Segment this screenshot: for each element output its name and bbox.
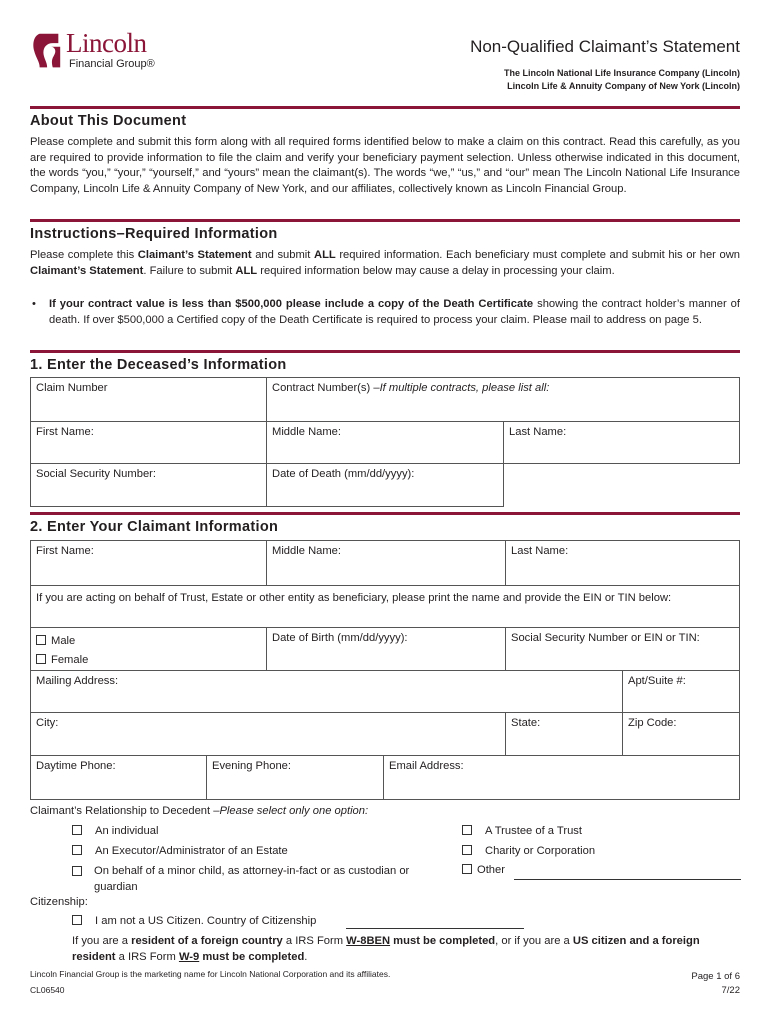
instructions-heading: Instructions–Required Information bbox=[30, 226, 278, 242]
city-field[interactable]: City: bbox=[31, 713, 506, 756]
section1-heading: 1. Enter the Deceased’s Information bbox=[30, 357, 287, 373]
form-code: CL06540 bbox=[30, 985, 65, 995]
zip-code-field[interactable]: Zip Code: bbox=[623, 713, 740, 756]
option-executor[interactable]: An Executor/Administrator of an Estate bbox=[72, 845, 288, 857]
document-title: Non-Qualified Claimant’s Statement bbox=[470, 37, 740, 56]
section2-heading: 2. Enter Your Claimant Information bbox=[30, 519, 279, 535]
company-line-2: Lincoln Life & Annuity Company of New York (Lincoln) bbox=[507, 81, 740, 91]
date-of-death-field[interactable]: Date of Death (mm/dd/yyyy): bbox=[267, 464, 504, 507]
about-heading: About This Document bbox=[30, 113, 187, 129]
deceased-middle-name-field[interactable]: Middle Name: bbox=[267, 422, 504, 464]
page-number: Page 1 of 6 bbox=[691, 971, 740, 982]
footer-marketing: Lincoln Financial Group is the marketing name for Lincoln National Corporation and its affiliates. bbox=[30, 969, 391, 979]
ssn-ein-tin-field[interactable]: Social Security Number or EIN or TIN: bbox=[506, 628, 740, 671]
bullet-mark: • bbox=[32, 298, 36, 310]
trust-entity-field[interactable]: If you are acting on behalf of Trust, Estate or other entity as beneficiary, please print the name and provide the EIN or TIN below: bbox=[31, 586, 740, 628]
section-divider bbox=[30, 512, 740, 515]
option-other[interactable]: Other bbox=[462, 864, 505, 876]
other-line[interactable] bbox=[514, 879, 741, 880]
executor-checkbox[interactable] bbox=[72, 845, 82, 855]
relationship-label: Claimant’s Relationship to Decedent –Please select only one option: bbox=[30, 805, 369, 817]
about-text: Please complete and submit this form along with all required forms identified below to make a claim on this contract. Read this carefully, as you are required to provide information to file the claim and verify your beneficiary payment selection. Unless otherwise indicated in this document, the words “you,” “your,” “yourself,” and “yours” mean the claimant(s). The words “we,” “us,” and “our” mean The Lincoln National Life Insurance Company, Lincoln Life & Annuity Company of New York, and our affiliates, collectively known as Lincoln Financial Group. bbox=[30, 136, 740, 195]
revision-date: 7/22 bbox=[721, 985, 740, 996]
other-checkbox[interactable] bbox=[462, 864, 472, 874]
claimant-middle-name-field[interactable]: Middle Name: bbox=[267, 541, 506, 586]
deceased-first-name-field[interactable]: First Name: bbox=[31, 422, 267, 464]
deceased-info-table bbox=[30, 377, 740, 507]
tax-form-instructions: If you are a resident of a foreign country a IRS Form W-8BEN must be completed, or if you are a US citizen and a foreign resident a IRS Form W-9 must be completed. bbox=[72, 935, 700, 963]
section-divider bbox=[30, 219, 740, 222]
female-checkbox[interactable] bbox=[36, 654, 46, 664]
country-of-citizenship-line[interactable] bbox=[346, 928, 524, 929]
phone-email-table bbox=[30, 755, 740, 800]
claimant-info-table bbox=[30, 540, 740, 756]
option-individual[interactable]: An individual bbox=[72, 825, 158, 837]
citizenship-label: Citizenship: bbox=[30, 896, 88, 908]
option-charity[interactable]: Charity or Corporation bbox=[462, 845, 595, 857]
email-address-field[interactable]: Email Address: bbox=[384, 756, 740, 800]
minor-checkbox[interactable] bbox=[72, 866, 82, 876]
claim-number-field[interactable]: Claim Number bbox=[31, 378, 267, 422]
not-us-citizen-checkbox[interactable] bbox=[72, 915, 82, 925]
gender-field bbox=[31, 628, 267, 671]
daytime-phone-field[interactable]: Daytime Phone: bbox=[31, 756, 207, 800]
section-divider bbox=[30, 350, 740, 353]
mailing-address-field[interactable]: Mailing Address: bbox=[31, 671, 623, 713]
apt-suite-field[interactable]: Apt/Suite #: bbox=[623, 671, 740, 713]
male-checkbox[interactable] bbox=[36, 635, 46, 645]
deceased-ssn-field[interactable]: Social Security Number: bbox=[31, 464, 267, 507]
individual-checkbox[interactable] bbox=[72, 825, 82, 835]
male-option[interactable]: Male bbox=[36, 632, 261, 651]
state-field[interactable]: State: bbox=[506, 713, 623, 756]
contract-numbers-field[interactable]: Contract Number(s) –If multiple contracts, please list all: bbox=[267, 378, 740, 422]
not-us-citizen-option[interactable]: I am not a US Citizen. Country of Citizenship bbox=[72, 915, 316, 927]
death-certificate-bullet: • If your contract value is less than $500,000 please include a copy of the Death Certificate showing the contract holder’s manner of death. If over $500,000 a Certified copy of the Death Certificate is required to process your claim. Please mail to address on page 5. bbox=[32, 298, 740, 326]
section-divider bbox=[30, 106, 740, 109]
deceased-last-name-field[interactable]: Last Name: bbox=[504, 422, 740, 464]
claimant-last-name-field[interactable]: Last Name: bbox=[506, 541, 740, 586]
empty-cell bbox=[504, 464, 740, 507]
trustee-checkbox[interactable] bbox=[462, 825, 472, 835]
evening-phone-field[interactable]: Evening Phone: bbox=[207, 756, 384, 800]
female-option[interactable]: Female bbox=[36, 651, 261, 670]
charity-checkbox[interactable] bbox=[462, 845, 472, 855]
instructions-text: Please complete this Claimant’s Statement and submit ALL required information. Each beneficiary must complete and submit his or her own Claimant’s Statement. Failure to submit ALL required information below may cause a delay in processing your claim. bbox=[30, 249, 741, 277]
date-of-birth-field[interactable]: Date of Birth (mm/dd/yyyy): bbox=[267, 628, 506, 671]
company-line-1: The Lincoln National Life Insurance Company (Lincoln) bbox=[503, 68, 740, 78]
claimant-first-name-field[interactable]: First Name: bbox=[31, 541, 267, 586]
logo-subtitle: Financial Group® bbox=[69, 58, 155, 70]
option-trustee[interactable]: A Trustee of a Trust bbox=[462, 825, 582, 837]
logo-wordmark: Lincoln bbox=[66, 28, 147, 58]
lincoln-logo-icon bbox=[30, 30, 68, 72]
